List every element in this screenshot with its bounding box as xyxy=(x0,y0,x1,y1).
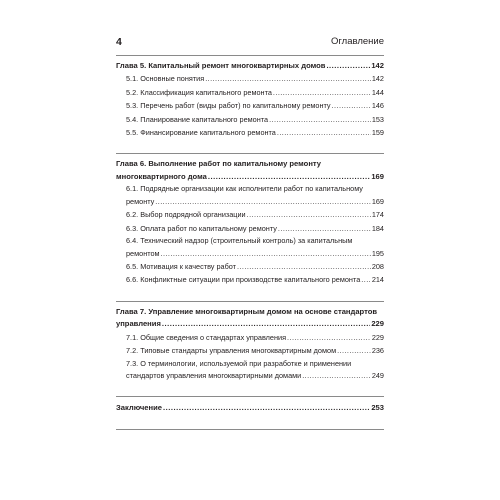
leader-dots xyxy=(273,86,371,99)
leader-dots xyxy=(302,369,371,382)
toc-entry[interactable] xyxy=(116,369,384,382)
leader-dots xyxy=(162,317,370,330)
toc-entry-page: 184 xyxy=(371,223,384,233)
toc-entry[interactable] xyxy=(116,126,384,139)
toc-entry[interactable] xyxy=(116,273,384,286)
header-rule xyxy=(116,55,384,56)
chapter-divider xyxy=(116,290,384,302)
toc-entry-title: 5.4. Планирование капитального ремонта xyxy=(126,114,269,124)
toc-entry-title: стандартов управления многоквартирными домами xyxy=(126,371,302,380)
toc-entry[interactable] xyxy=(116,59,384,72)
toc-chapter-6 xyxy=(116,158,384,286)
leader-dots xyxy=(361,273,371,286)
toc-entry-title: 7.2. Типовые стандарты управления многоквартирным домом xyxy=(126,346,337,356)
toc-entry-page: 142 xyxy=(371,74,384,84)
page-number: 4 xyxy=(116,36,122,48)
toc-entry[interactable] xyxy=(116,208,384,221)
toc-entry[interactable] xyxy=(116,317,384,330)
toc-entry-page: 169 xyxy=(371,171,384,181)
toc-entry-title: 7.1. Общие сведения о стандартах управления xyxy=(126,332,287,342)
toc-chapter-5 xyxy=(116,59,384,139)
toc-entry[interactable] xyxy=(116,247,384,260)
toc-entry[interactable] xyxy=(116,401,384,414)
leader-dots xyxy=(278,222,371,235)
toc-entry[interactable] xyxy=(116,72,384,85)
toc-entry[interactable] xyxy=(116,260,384,273)
toc-entry-title-line1[interactable]: 7.3. О терминологии, используемой при разработке и применении xyxy=(126,358,352,368)
toc-entry-title-line1[interactable]: Глава 6. Выполнение работ по капитальному ремонту xyxy=(116,159,322,169)
toc-entry[interactable] xyxy=(116,222,384,235)
leader-dots xyxy=(277,126,371,139)
chapter-divider xyxy=(116,142,384,154)
toc-entry[interactable] xyxy=(116,195,384,208)
table-of-contents xyxy=(116,59,384,434)
toc-entry-page: 159 xyxy=(371,128,384,138)
toc-entry[interactable] xyxy=(116,113,384,126)
toc-entry-page: 249 xyxy=(371,371,384,380)
page-header xyxy=(116,36,384,50)
toc-entry-page: 253 xyxy=(371,403,384,413)
toc-entry-title: Глава 5. Капитальный ремонт многоквартирных домов xyxy=(116,61,326,70)
toc-entry-title: Заключение xyxy=(116,403,163,413)
toc-entry-title: 6.6. Конфликтные ситуации при производстве капитального ремонта xyxy=(126,275,361,285)
toc-entry-page: 153 xyxy=(371,114,384,124)
chapter-divider xyxy=(116,385,384,397)
toc-entry-title: 5.3. Перечень работ (виды работ) по капитальному ремонту xyxy=(126,101,331,111)
toc-entry[interactable] xyxy=(116,86,384,99)
toc-entry-page: 142 xyxy=(371,61,384,70)
toc-entry-title: многоквартирного дома xyxy=(116,171,207,181)
leader-dots xyxy=(326,59,370,72)
toc-entry-title: 5.5. Финансирование капитального ремонта xyxy=(126,128,276,138)
leader-dots xyxy=(237,260,371,273)
leader-dots xyxy=(161,247,371,260)
toc-entry-page: 174 xyxy=(371,210,384,220)
toc-entry-title-line1[interactable]: Глава 7. Управление многоквартирным домом на основе стандартов xyxy=(116,306,378,316)
toc-entry-title: 6.5. Мотивация к качеству работ xyxy=(126,261,237,271)
leader-dots xyxy=(332,99,371,112)
toc-entry-title-line1[interactable]: 6.4. Технический надзор (строительный контроль) за капитальным xyxy=(126,236,353,246)
leader-dots xyxy=(163,401,370,414)
toc-entry-page: 144 xyxy=(371,87,384,97)
leader-dots xyxy=(205,72,371,85)
toc-entry-page: 195 xyxy=(371,248,384,258)
toc-entry-title: ремонтом xyxy=(126,248,160,258)
toc-entry-page: 229 xyxy=(371,332,384,342)
toc-entry-page: 236 xyxy=(371,346,384,356)
leader-dots xyxy=(269,113,371,126)
toc-entry-title: ремонту xyxy=(126,196,155,206)
toc-entry-title: 5.2. Классификация капитального ремонта xyxy=(126,87,272,97)
leader-dots xyxy=(337,344,371,357)
toc-entry-title: 5.1. Основные понятия xyxy=(126,74,205,84)
toc-entry-page: 229 xyxy=(371,319,384,329)
toc-entry-page: 214 xyxy=(371,275,384,285)
toc-entry[interactable] xyxy=(116,331,384,344)
toc-conclusion xyxy=(116,401,384,414)
toc-entry[interactable] xyxy=(116,99,384,112)
leader-dots xyxy=(247,208,371,221)
toc-entry-title: 6.3. Оплата работ по капитальному ремонту xyxy=(126,223,277,233)
toc-chapter-7 xyxy=(116,306,384,383)
toc-entry-page: 146 xyxy=(371,101,384,111)
toc-entry-page: 208 xyxy=(371,261,384,271)
leader-dots xyxy=(155,195,371,208)
leader-dots xyxy=(287,331,371,344)
toc-entry-title: 6.2. Выбор подрядной организации xyxy=(126,210,246,220)
toc-entry[interactable] xyxy=(116,344,384,357)
toc-entry-title: управления xyxy=(116,319,161,329)
section-title: Оглавление xyxy=(331,36,384,47)
toc-entry-page: 169 xyxy=(371,196,384,206)
chapter-divider xyxy=(116,418,384,430)
leader-dots xyxy=(208,170,370,183)
toc-entry-title-line1[interactable]: 6.1. Подрядные организации как исполнители работ по капитальному xyxy=(126,184,363,194)
toc-entry[interactable] xyxy=(116,170,384,183)
